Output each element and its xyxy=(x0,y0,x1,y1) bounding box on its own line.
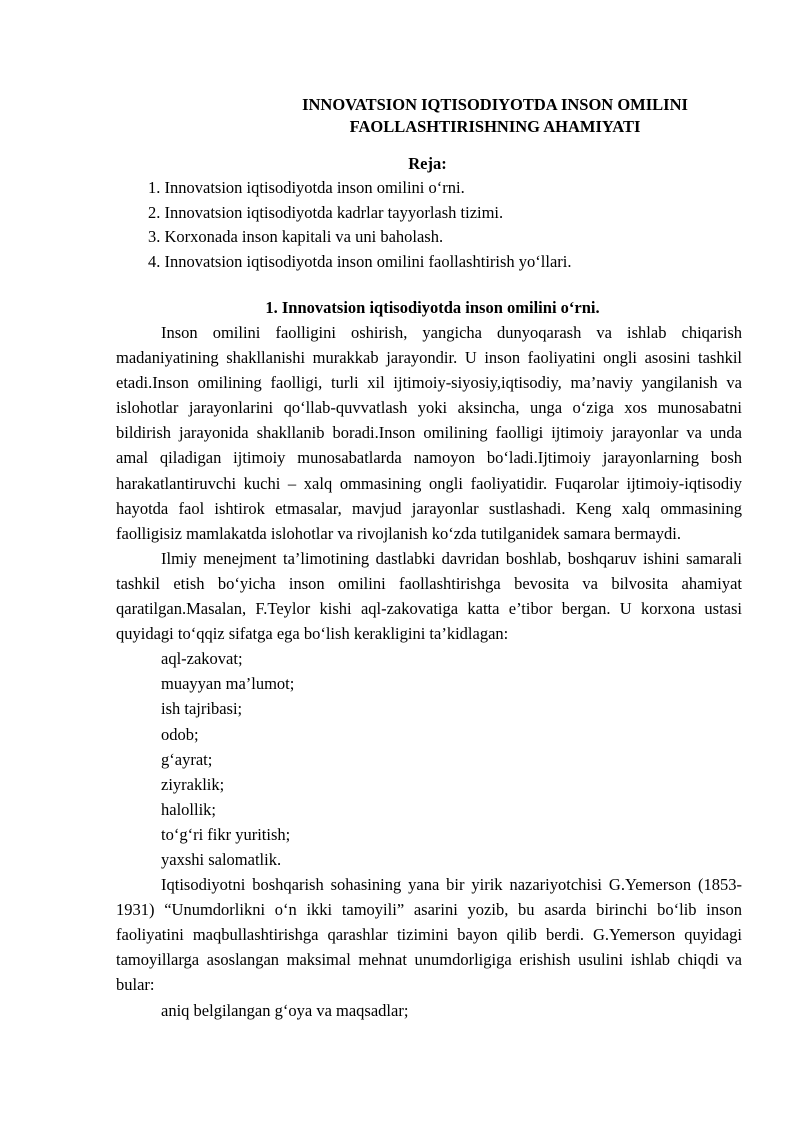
quality-item: yaxshi salomatlik. xyxy=(161,849,282,869)
quality-item: ish tajribasi; xyxy=(161,699,243,719)
plan-item: 2. Innovatsion iqtisodiyotda kadrlar tayyorlash tizimi. xyxy=(148,202,504,222)
paragraph-3: Iqtisodiyotni boshqarish sohasining yana bir yirik nazariyotchisi G.Yemerson (1853-1931) “Unumdorlikni o‘n ikki tamoyili” asarini yozib, bu asarda birinchi bo‘lib inson faoliyatini maqbullashtirishga qarashlar tizimini bayon qilib berdi. G.Yemerson quyidagi tamoyillarga asoslangan maksimal mehnat unumdorligiga erishish usulini ishlab chiqdi va bular: xyxy=(116,875,742,995)
plan-heading: Reja: xyxy=(408,154,447,173)
section-1-body xyxy=(116,320,742,1023)
quality-item: muayyan ma’lumot; xyxy=(161,674,295,694)
document-title-line-2: FAOLLASHTIRISHNING AHAMIYATI xyxy=(349,117,641,136)
plan-item: 1. Innovatsion iqtisodiyotda inson omilini o‘rni. xyxy=(148,178,465,197)
quality-item: aql-zakovat; xyxy=(161,649,243,669)
paragraph-2: Ilmiy menejment ta’limotining dastlabki davridan boshlab, boshqaruv ishini samarali tashkil etish bo‘yicha inson omilini faollashtirishga bevosita va bilvosita ahamiyat qaratilgan.Masalan, F.Teylor kishi aql-zakovatiga katta e’tibor bergan. U korxona ustasi quyidagi to‘qqiz sifatga ega bo‘lish kerakligini ta’kidlagan: xyxy=(116,548,742,644)
quality-item: halollik; xyxy=(161,799,216,819)
principles-list xyxy=(116,998,742,1023)
quality-item: ziyraklik; xyxy=(161,774,225,794)
quality-item: g‘ayrat; xyxy=(161,749,213,769)
paragraph-1: Inson omilini faolligini oshirish, yangicha dunyoqarash va ishlab chiqarish madaniyatining shakllanishi murakkab jarayondir. U inson faoliyatini ongli asosini tashkil etadi.Inson omilining faolligi, turli xil ijtimoiy-siyosiy,iqtisodiy, ma’naviy yangilanish va islohotlar jarayonlarini qo‘llab-quvvatlash yoki aksincha, unga o‘ziga xos munosabatni bildirish jarayonida shakllanib boradi.Inson omilining faolligi ijtimoiy jarayonlar va unda amal qiladigan ijtimoiy munosabatlarda namoyon bo‘ladi.Ijtimoiy jarayonlarning bosh harakatlantiruvchi kuchi – xalq ommasining ongli faoliyatidir. Fuqarolar ijtimoiy-iqtisodiy hayotda faol ishtirok etmasalar, mavjud jarayonlar sustlashadi. Keng xalq ommasining faolligisiz mamlakatda islohotlar va rivojlanish ko‘zda tutilganidek samara bermaydi. xyxy=(116,323,742,543)
document-title-line-1: INNOVATSION IQTISODIYOTDA INSON OMILINI xyxy=(302,95,688,114)
principle-item: aniq belgilangan g‘oya va maqsadlar; xyxy=(161,1000,409,1020)
qualities-list xyxy=(116,646,742,872)
plan-item: 4. Innovatsion iqtisodiyotda inson omilini faollashtirish yo‘llari. xyxy=(148,251,572,271)
plan-list xyxy=(148,176,768,274)
plan-item: 3. Korxonada inson kapitali va uni baholash. xyxy=(148,227,444,246)
quality-item: odob; xyxy=(161,724,199,744)
section-1-heading: 1. Innovatsion iqtisodiyotda inson omilini o‘rni. xyxy=(265,298,600,317)
quality-item: to‘g‘ri fikr yuritish; xyxy=(161,824,291,844)
